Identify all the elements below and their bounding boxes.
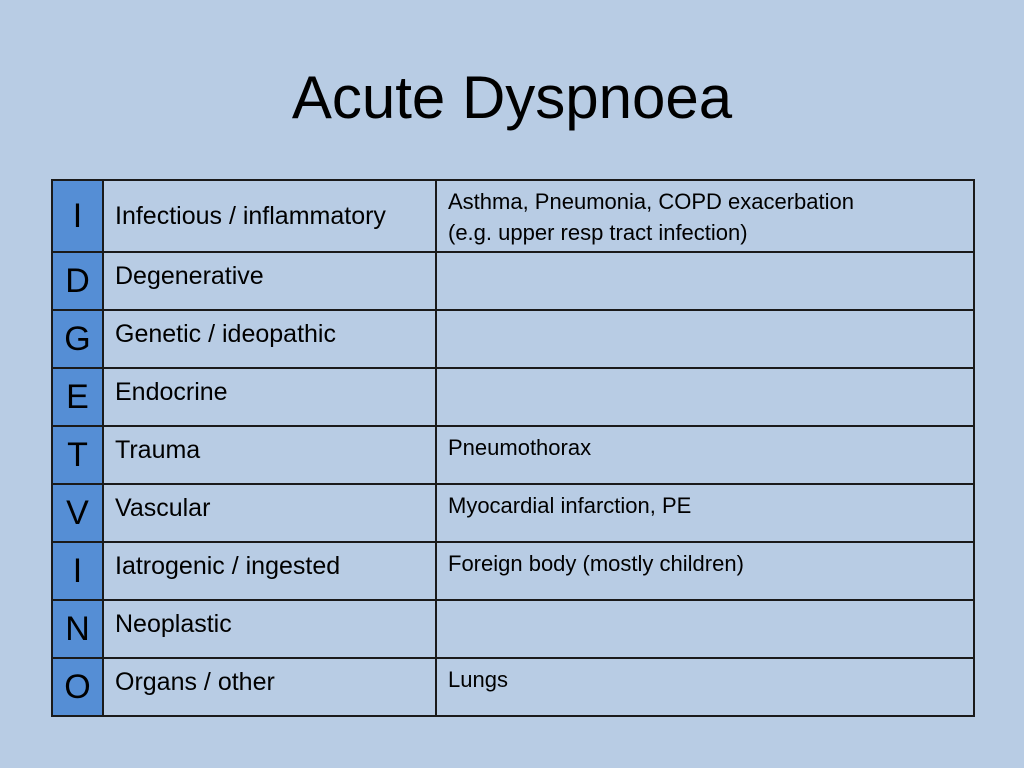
mnemonic-letter: D	[65, 262, 90, 300]
example-text: Asthma, Pneumonia, COPD exacerbation	[448, 189, 854, 214]
table-row	[52, 542, 974, 600]
examples-cell	[436, 310, 974, 368]
category-cell: Degenerative	[103, 252, 436, 310]
examples-cell	[436, 368, 974, 426]
mnemonic-letter-cell	[52, 484, 103, 542]
table-row	[52, 368, 974, 426]
slide-title: Acute Dyspnoea	[291, 64, 733, 131]
table-row	[52, 600, 974, 658]
examples-cell	[436, 542, 974, 600]
mnemonic-letter: G	[64, 320, 91, 358]
mnemonic-letter-cell	[52, 658, 103, 716]
example-text: Myocardial infarction, PE	[448, 493, 692, 518]
category-cell: Endocrine	[103, 368, 436, 426]
examples-cell	[436, 658, 974, 716]
category-cell: Vascular	[103, 484, 436, 542]
table-row	[52, 310, 974, 368]
table-row	[52, 426, 974, 484]
mnemonic-table	[51, 179, 975, 717]
example-text: Foreign body (mostly children)	[448, 551, 744, 576]
category-cell: Neoplastic	[103, 600, 436, 658]
mnemonic-letter-cell	[52, 310, 103, 368]
mnemonic-letter-cell	[52, 426, 103, 484]
category-cell: Iatrogenic / ingested	[103, 542, 436, 600]
mnemonic-letter: I	[72, 552, 83, 590]
examples-cell	[436, 180, 974, 252]
example-text: (e.g. upper resp tract infection)	[448, 220, 748, 245]
table-row	[52, 484, 974, 542]
mnemonic-letter-cell	[52, 368, 103, 426]
table-row	[52, 252, 974, 310]
table-row	[52, 658, 974, 716]
mnemonic-letter: O	[64, 668, 91, 706]
mnemonic-letter: T	[67, 436, 88, 474]
category-cell: Trauma	[103, 426, 436, 484]
examples-cell	[436, 484, 974, 542]
mnemonic-letter-cell	[52, 180, 103, 252]
mnemonic-letter: I	[72, 197, 83, 235]
example-text: Lungs	[448, 667, 508, 692]
category-cell: Genetic / ideopathic	[103, 310, 436, 368]
mnemonic-letter: V	[66, 494, 89, 532]
mnemonic-letter-cell	[52, 252, 103, 310]
mnemonic-letter-cell	[52, 600, 103, 658]
examples-cell	[436, 426, 974, 484]
examples-cell	[436, 600, 974, 658]
mnemonic-letter: N	[65, 610, 90, 648]
category-cell: Organs / other	[103, 658, 436, 716]
example-text: Pneumothorax	[448, 435, 592, 460]
examples-cell	[436, 252, 974, 310]
mnemonic-letter-cell	[52, 542, 103, 600]
table-row	[52, 180, 974, 252]
mnemonic-letter: E	[66, 378, 89, 416]
category-cell: Infectious / inflammatory	[103, 180, 436, 252]
